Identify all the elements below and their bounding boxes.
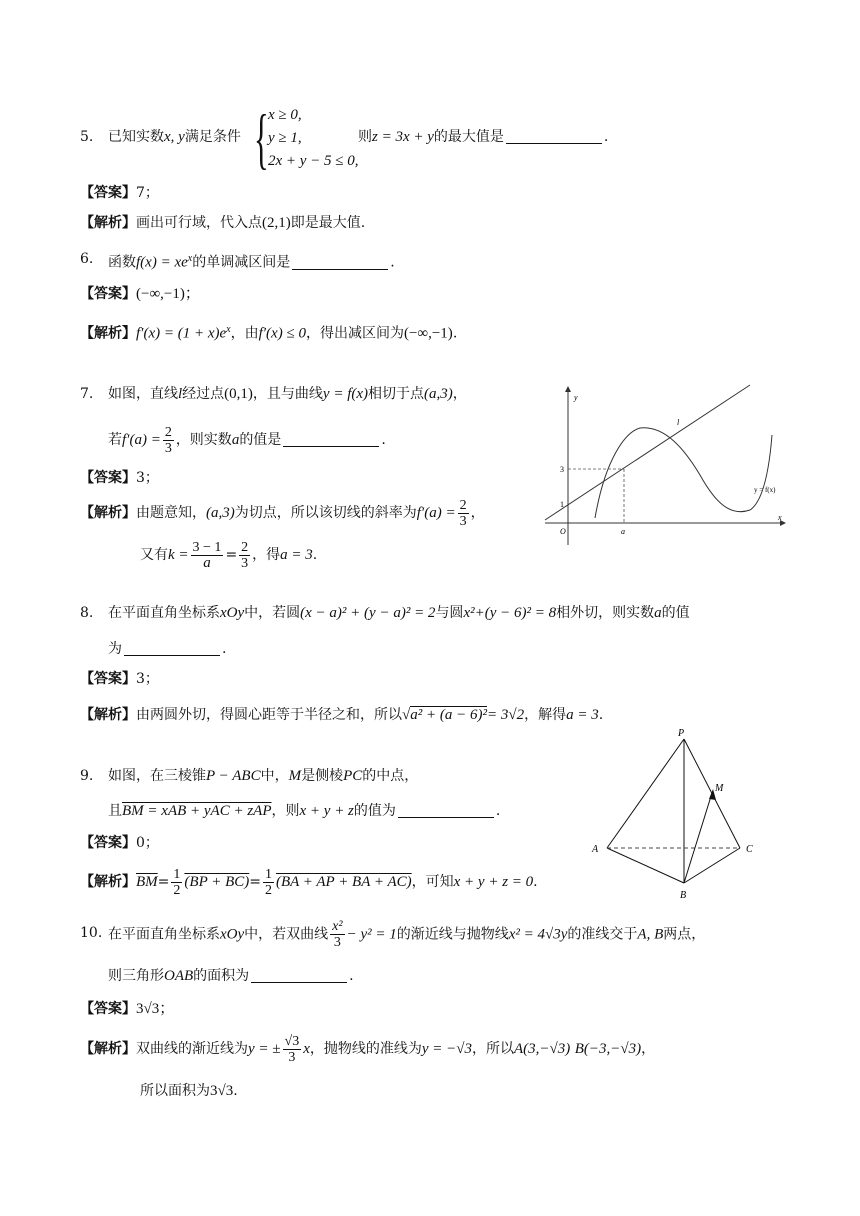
q7-answer: 3； (136, 470, 159, 486)
q5-then: 则 (358, 129, 372, 145)
tick-3: 3 (560, 465, 564, 474)
q5-post: 的最大值是 (433, 129, 504, 145)
q6-number: 6. (80, 251, 94, 267)
x-label: x (778, 513, 782, 522)
label-M: M (715, 783, 724, 794)
q10-analysis-label: 【解析】 (80, 1041, 136, 1057)
q6-analysis-label: 【解析】 (80, 325, 136, 342)
q8-answer: 3； (136, 671, 159, 687)
q7-number: 7. (80, 386, 94, 402)
tangent-line-l (545, 385, 750, 520)
q5-vars: x, y (164, 129, 185, 145)
q8-analysis-label: 【解析】 (80, 707, 136, 723)
q8-number: 8. (80, 605, 94, 621)
q6-answer: (−∞,−1)； (136, 286, 200, 302)
q5-answer-label: 【答案】 (80, 185, 136, 201)
q5-cond-2: y ≥ 1, (268, 130, 302, 146)
origin-label: O (560, 527, 566, 536)
q10-number: 10. (80, 925, 103, 941)
q7-answer-blank[interactable] (283, 432, 379, 447)
q6-function: f(x) = xe (136, 254, 188, 271)
edge-PA (607, 739, 684, 848)
q10-answer-label: 【答案】 (80, 1001, 136, 1017)
q5-analysis-label: 【解析】 (80, 215, 136, 231)
q5-cond-1: x ≥ 0, (268, 107, 302, 123)
q5-answer: 7； (136, 185, 159, 201)
l-label: l (677, 418, 680, 427)
q7-answer-label: 【答案】 (80, 470, 136, 486)
label-B: B (680, 890, 687, 901)
q5-text-2: 满足条件 (184, 129, 241, 145)
q5-answer-blank[interactable] (506, 129, 602, 144)
y-label: y (574, 393, 578, 402)
q6-answer-blank[interactable] (292, 255, 388, 270)
q7-analysis-label: 【解析】 (80, 505, 136, 521)
q5-number: 5. (80, 129, 94, 145)
q9-analysis-label: 【解析】 (80, 874, 136, 890)
q5-brace: { (254, 100, 269, 176)
q9-answer-blank[interactable] (398, 803, 494, 818)
q10-answer-blank[interactable] (251, 968, 347, 983)
q9-figure (585, 725, 765, 905)
label-A: A (592, 844, 599, 855)
curve-f (595, 428, 772, 518)
q8-answer-label: 【答案】 (80, 671, 136, 687)
curve-label: y = f(x) (754, 486, 776, 494)
y-axis-arrow (565, 386, 571, 392)
q9-answer: 0； (136, 835, 159, 851)
q5-expr: z = 3x + y (372, 129, 434, 145)
a-label: a (621, 527, 625, 536)
q10-answer: 3√3； (136, 1001, 175, 1017)
q5-analysis: 画出可行域，代入点 (136, 215, 262, 231)
q7-figure (540, 380, 790, 555)
label-C: C (746, 844, 753, 855)
q5-cond-3: 2x + y − 5 ≤ 0, (268, 153, 359, 169)
q9-number: 9. (80, 768, 94, 784)
edge-AB (607, 848, 684, 883)
q9-answer-label: 【答案】 (80, 835, 136, 851)
edge-BC (684, 848, 740, 883)
tick-1: 1 (560, 500, 564, 509)
segment-BM (684, 793, 712, 883)
label-P: P (678, 728, 685, 739)
q5-text: 已知实数 (108, 129, 164, 145)
q6-answer-label: 【答案】 (80, 286, 136, 302)
q8-answer-blank[interactable] (124, 641, 220, 656)
